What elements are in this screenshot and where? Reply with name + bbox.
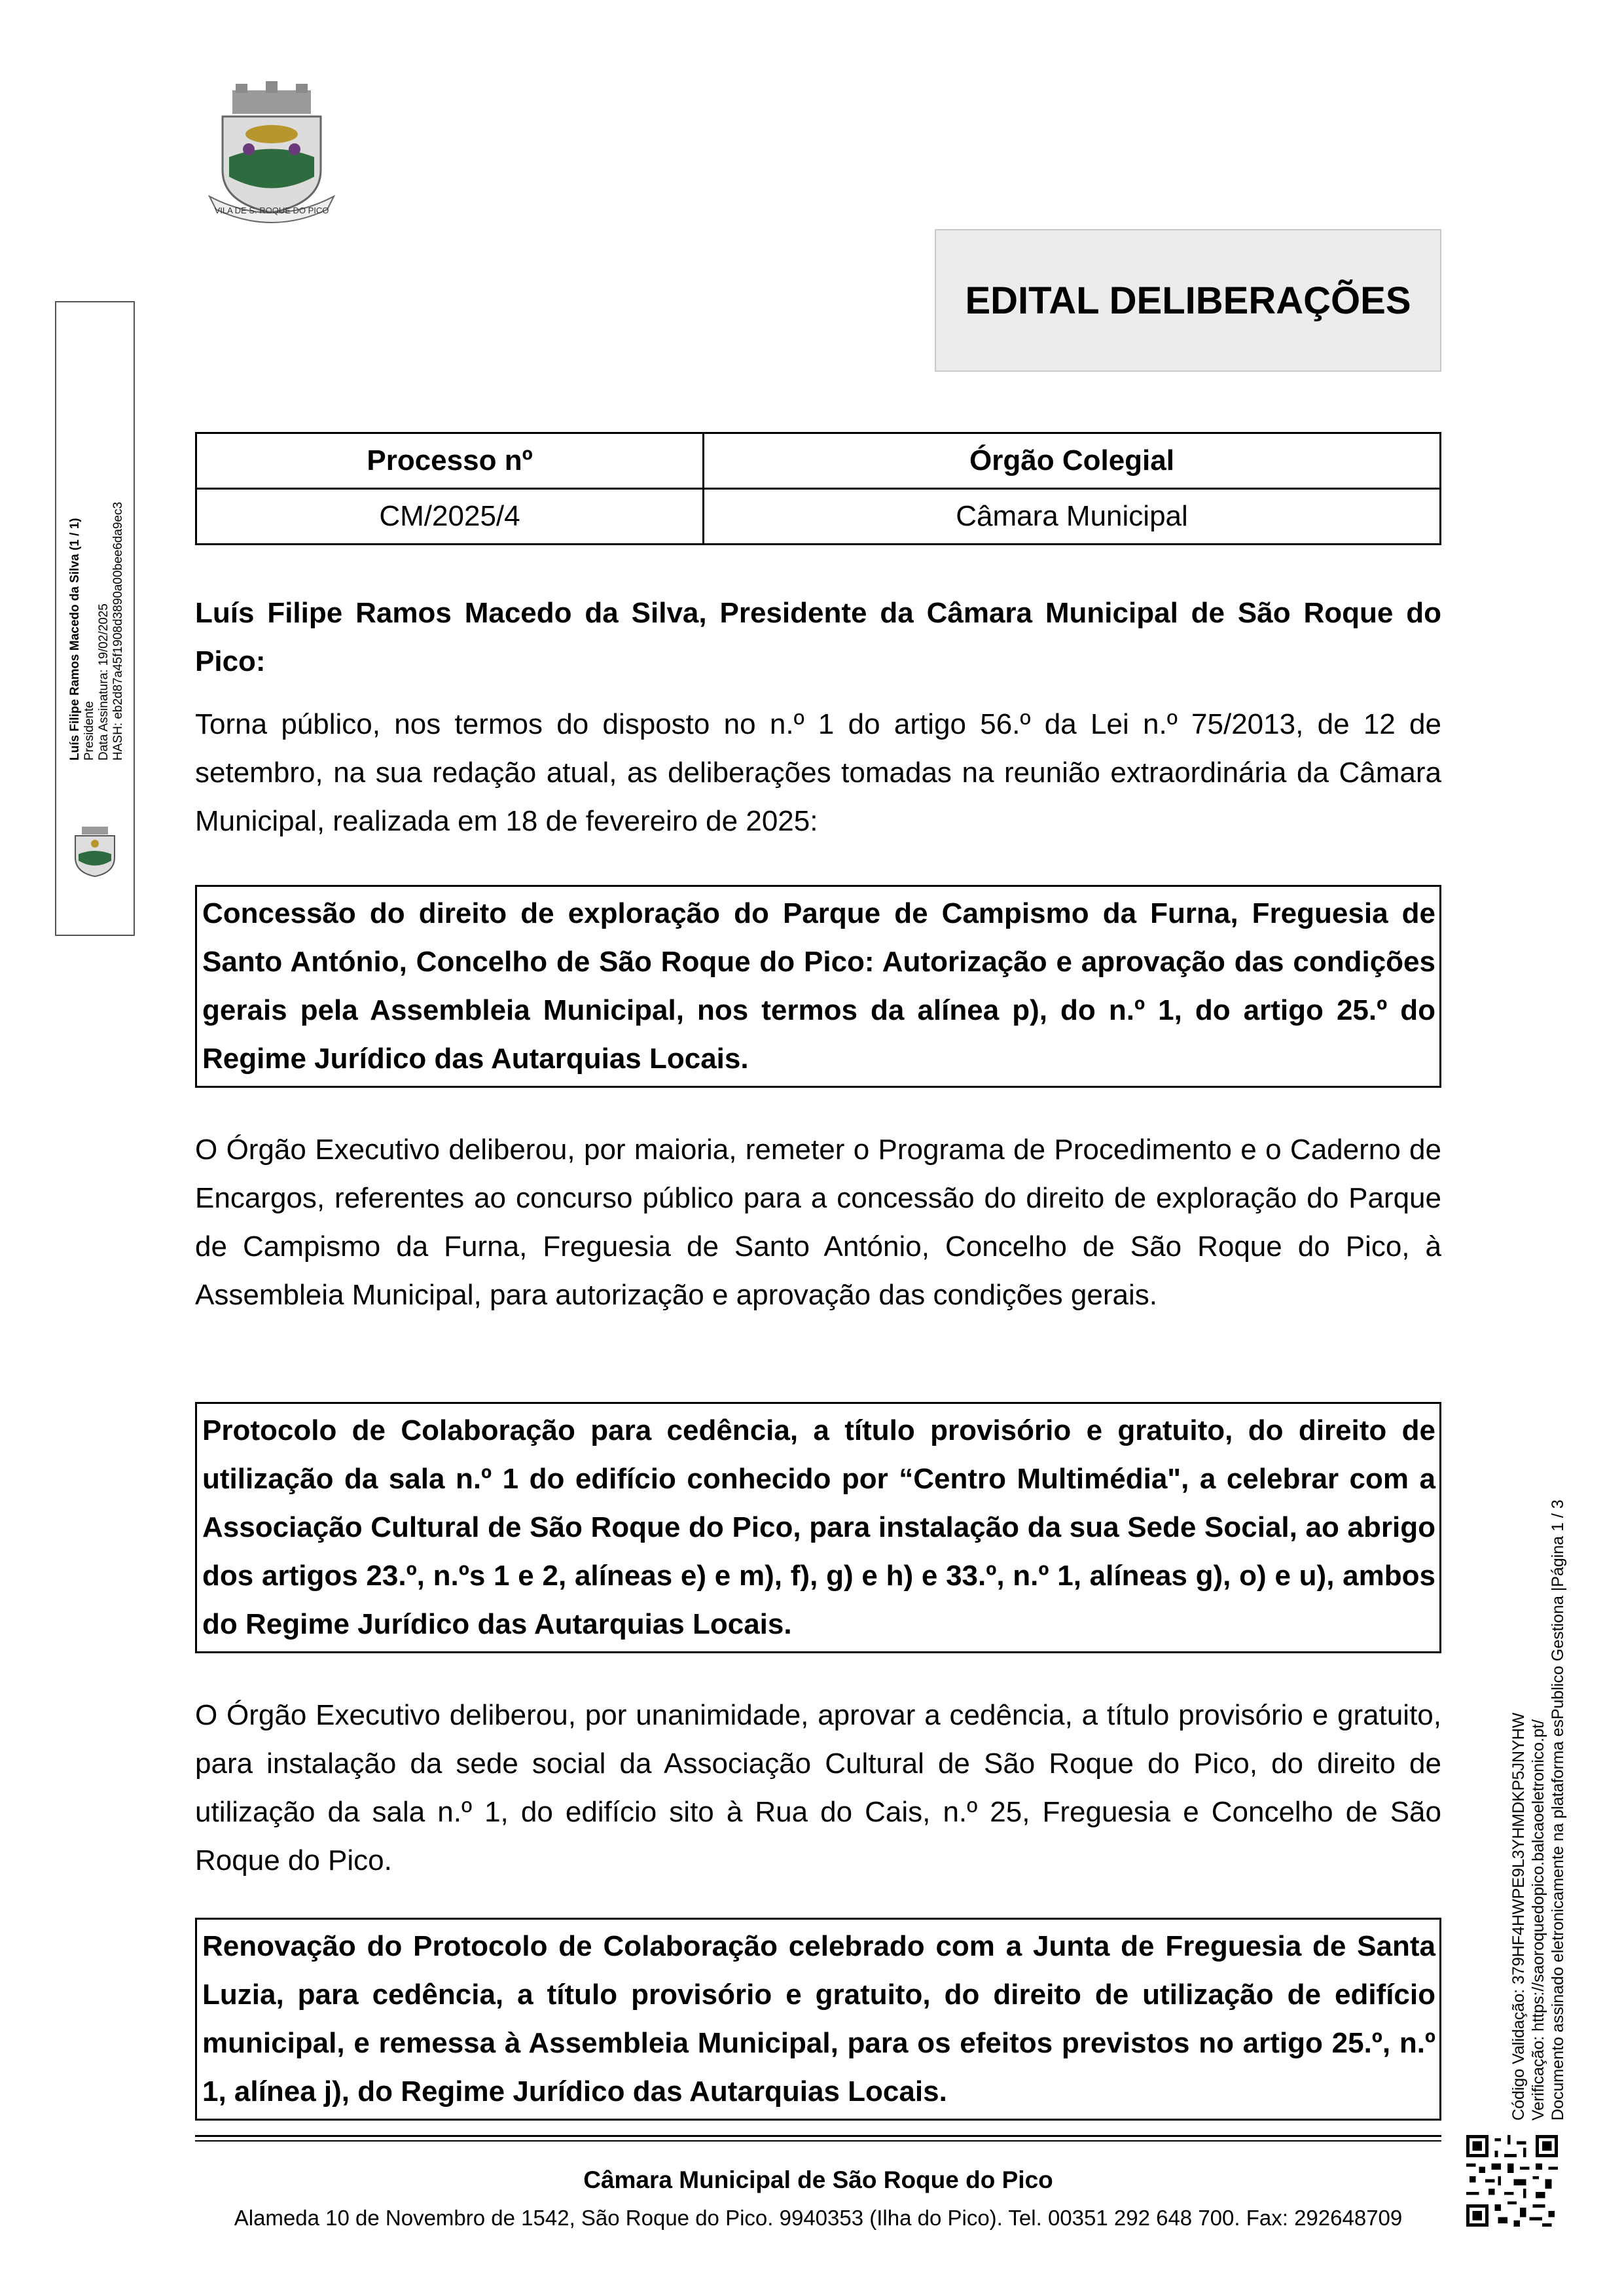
intro-paragraph: Torna público, nos termos do disposto no n.º 1 do artigo 56.º da Lei n.º 75/2013, de 12 de setembro, na sua redação atual, as deliberações tomadas na reunião extraordinária da Câmara Municipal, realizada em 18 de fevereiro de 2025: <box>195 708 1441 837</box>
process-table <box>195 432 1441 545</box>
crest-banner-text: VILA DE S. ROQUE DO PICO <box>214 206 329 215</box>
qr-code-icon[interactable] <box>1466 2135 1558 2227</box>
validation-url[interactable]: Verificação: https://saoroquedopico.balcaoeletronico.pt/ <box>1529 1719 1547 2121</box>
footer-address: Alameda 10 de Novembro de 1542, São Roque do Pico. 9940353 (Ilha do Pico). Tel. 00351 292 648 700. Fax: 292648709 <box>234 2206 1403 2230</box>
validation-code: Código Validação: 379HF4HWPE9L3YHMDKP5JNYHW <box>1509 1712 1528 2121</box>
signature-seal-icon <box>65 821 124 880</box>
validation-note: Documento assinado eletronicamente na plataforma esPublico Gestiona |Página 1 / 3 <box>1549 1499 1567 2121</box>
deliberation-heading-3: Renovação do Protocolo de Colaboração celebrado com a Junta de Freguesia de Santa Luzia, para cedência, a título provisório e gratuito, do direito de utilização de edifício municipal, e remessa à Assembleia Municipal, para os efeitos previstos no artigo 25.º, n.º 1, alínea j), do Regime Jurídico das Autarquias Locais. <box>195 1918 1441 2121</box>
signature-date: Data Assinatura: 19/02/2025 <box>97 603 111 761</box>
signature-role: Presidente <box>82 701 96 761</box>
process-number-value: CM/2025/4 <box>196 489 704 545</box>
signer-heading: Luís Filipe Ramos Macedo da Silva, Presidente da Câmara Municipal de São Roque do Pico: <box>195 597 1441 677</box>
collegial-body-value: Câmara Municipal <box>704 489 1441 545</box>
footer-organization: Câmara Municipal de São Roque do Pico <box>583 2166 1053 2193</box>
signature-signer: Luís Filipe Ramos Macedo da Silva (1 / 1) <box>68 518 82 761</box>
municipal-crest-icon <box>196 79 347 229</box>
deliberation-decision-1: O Órgão Executivo deliberou, por maioria, remeter o Programa de Procedimento e o Caderno de Encargos, referentes ao concurso público para a concessão do direito de exploração do Parque de Campismo da Furna, Freguesia de Santo António, Concelho de São Roque do Pico, à Assembleia Municipal, para autorização e aprovação das condições gerais. <box>195 1134 1441 1311</box>
deliberation-heading-1: Concessão do direito de exploração do Parque de Campismo da Furna, Freguesia de Santo António, Concelho de São Roque do Pico: Autorização e aprovação das condições gerais pela Assembleia Municipal, nos termos da alínea p), do n.º 1, do artigo 25.º do Regime Jurídico das Autarquias Locais. <box>195 885 1441 1088</box>
footer-divider-secondary <box>195 2140 1441 2142</box>
deliberation-decision-2: O Órgão Executivo deliberou, por unanimidade, aprovar a cedência, a título provisório e gratuito, para instalação da sede social da Associação Cultural de São Roque do Pico, do direito de utilização da sala n.º 1, do edifício sito à Rua do Cais, n.º 25, Freguesia e Concelho de São Roque do Pico. <box>195 1699 1441 1876</box>
validation-block <box>1509 1492 1568 2121</box>
footer-divider <box>195 2135 1441 2137</box>
process-number-header: Processo nº <box>196 433 704 489</box>
collegial-body-header: Órgão Colegial <box>704 433 1441 489</box>
signature-hash: HASH: eb2d87a45f1908d3890a00bee6da9ec3 <box>111 501 125 761</box>
deliberation-heading-2: Protocolo de Colaboração para cedência, a título provisório e gratuito, do direito de utilização da sala n.º 1 do edifício conhecido por “Centro Multimédia", a celebrar com a Associação Cultural de São Roque do Pico, para instalação da sua Sede Social, ao abrigo dos artigos 23.º, n.ºs 1 e 2, alíneas e) e m), f), g) e h) e 33.º, n.º 1, alíneas g), o) e u), ambos do Regime Jurídico das Autarquias Locais. <box>195 1402 1441 1653</box>
page-title: EDITAL DELIBERAÇÕES <box>935 229 1441 372</box>
